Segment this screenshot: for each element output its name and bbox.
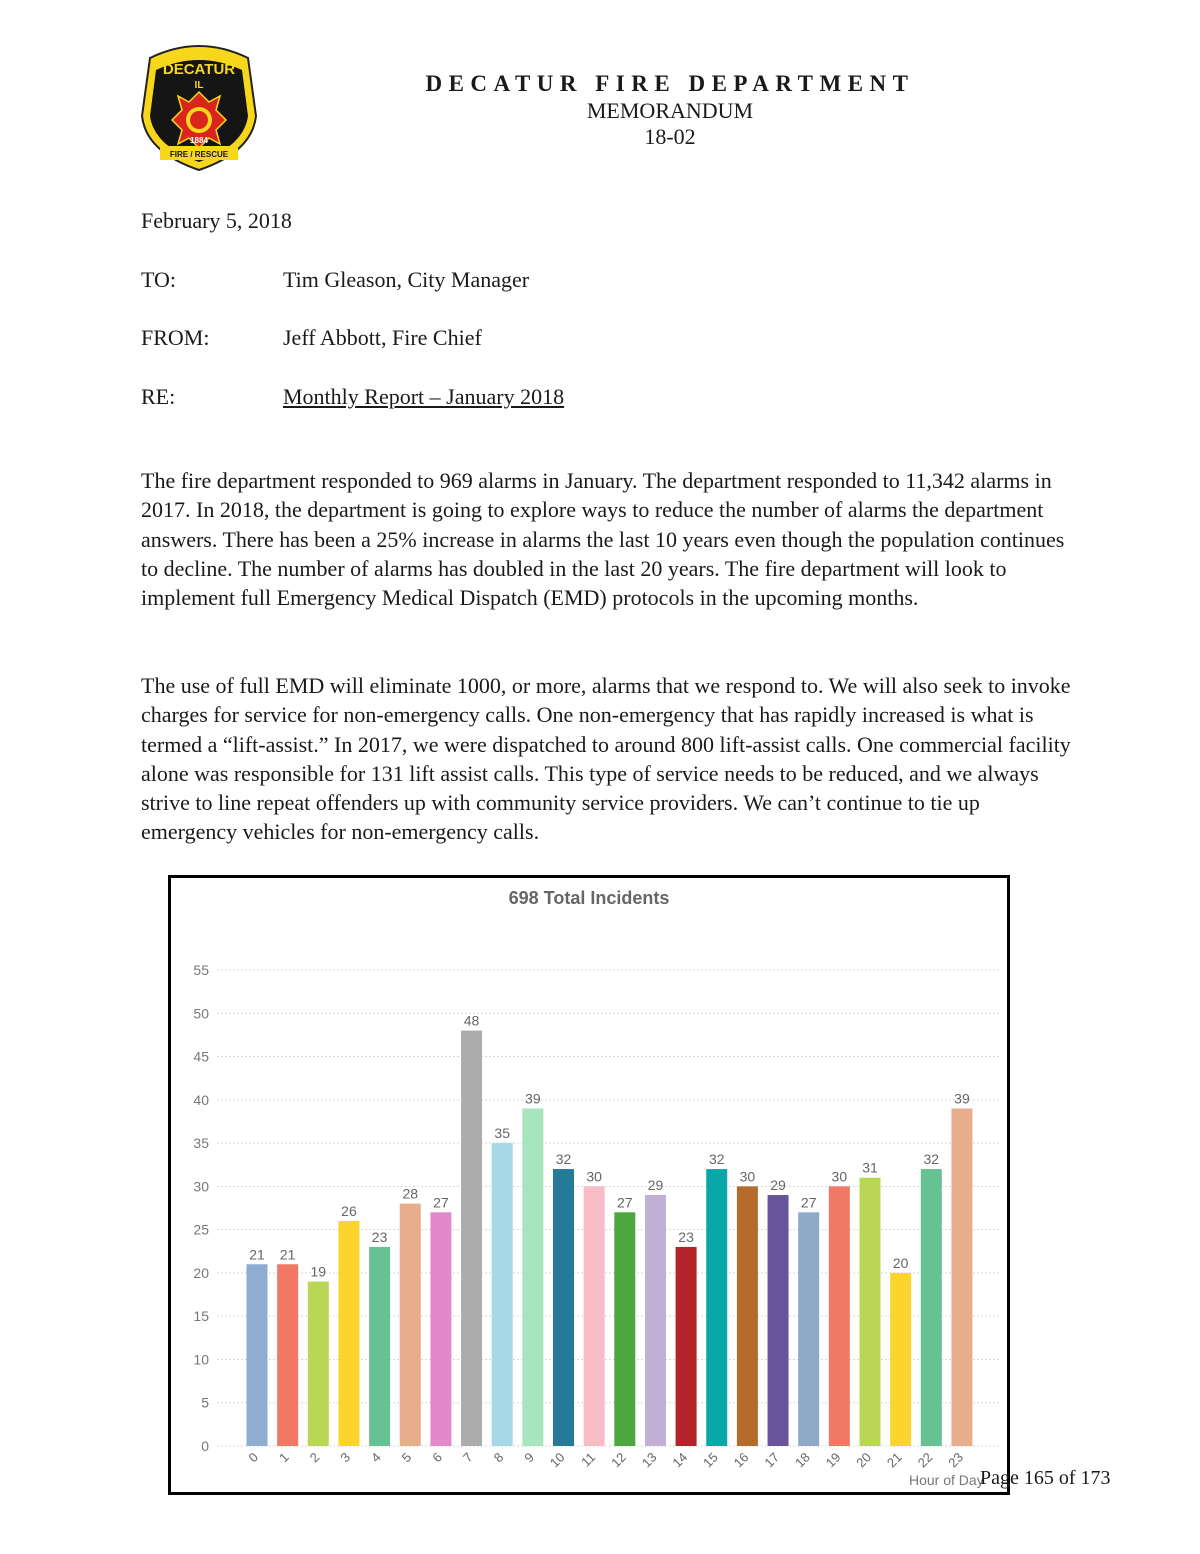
data-label: 31 (862, 1159, 878, 1176)
document-number: 18-02 (644, 124, 696, 149)
to-label: TO: (141, 267, 177, 292)
y-tick-label: 45 (193, 1048, 209, 1065)
x-tick-label: 18 (791, 1449, 813, 1471)
bar (614, 1212, 635, 1446)
data-label: 39 (954, 1090, 970, 1107)
y-tick-label: 50 (193, 1005, 209, 1022)
bar (829, 1186, 850, 1446)
bar (553, 1169, 574, 1446)
data-label: 21 (279, 1246, 296, 1263)
logo-text-state: IL (194, 80, 204, 91)
x-tick-label: 22 (914, 1449, 936, 1471)
data-label: 39 (525, 1090, 541, 1107)
bar-chart-svg (171, 878, 1007, 1492)
bar (400, 1204, 421, 1446)
body-paragraph-2: The use of full EMD will eliminate 1000, or more, alarms that we respond to. We will also seek to invoke charges for service for non-emergency calls. One non-emergency that has rapidly increased is what is termed a “lift-assist.” In 2017, we were dispatched to around 800 lift-assist calls. One commercial facility alone was responsible for 131 lift assist calls. This type of service needs to be reduced, and we always strive to line repeat offenders up with community service providers. We can’t continue to tie up emergency vehicles for non-emergency calls. (141, 673, 1071, 845)
data-label: 30 (739, 1168, 756, 1185)
document-type: MEMORANDUM (586, 98, 754, 123)
data-label: 32 (923, 1151, 940, 1168)
x-tick-label: 16 (730, 1449, 752, 1471)
bar (430, 1212, 451, 1446)
department-name: DECATUR FIRE DEPARTMENT (425, 71, 915, 96)
x-tick-label: 3 (337, 1449, 354, 1466)
x-tick-label: 19 (822, 1449, 844, 1471)
data-label: 26 (341, 1202, 357, 1219)
bar (951, 1108, 972, 1446)
data-label: 35 (494, 1125, 510, 1142)
y-tick-label: 55 (193, 962, 209, 978)
x-tick-label: 17 (761, 1449, 783, 1471)
logo-text-top: DECATUR (162, 61, 236, 78)
data-label: 48 (463, 1012, 480, 1029)
x-tick-label: 23 (945, 1449, 967, 1471)
data-label: 29 (770, 1177, 786, 1194)
bar (338, 1221, 359, 1446)
bar (798, 1212, 819, 1446)
bar (706, 1169, 727, 1446)
x-tick-label: 10 (546, 1449, 568, 1471)
y-tick-label: 25 (193, 1221, 209, 1238)
y-tick-label: 20 (193, 1264, 209, 1281)
body-paragraph-1: The fire department responded to 969 alarms in January. The department responded to 11,342 alarms in 2017. In 2018, the department is going to explore ways to reduce the number of alarms the department answers. There has been a 25% increase in alarms the last 10 years even though the population continues to decline. The number of alarms has doubled in the last 20 years. The fire department will look to implement full Emergency Medical Dispatch (EMD) protocols in the upcoming months. (141, 468, 1065, 611)
re-value: Monthly Report – January 2018 (283, 384, 565, 409)
bar (737, 1186, 758, 1446)
x-tick-label: 2 (306, 1449, 323, 1466)
x-tick-label: 0 (245, 1449, 262, 1466)
data-label: 28 (402, 1185, 419, 1202)
data-label: 27 (800, 1194, 817, 1211)
data-label: 21 (249, 1246, 265, 1263)
bar (921, 1169, 942, 1446)
to-value: Tim Gleason, City Manager (283, 267, 530, 292)
bar (522, 1108, 543, 1446)
data-label: 30 (586, 1168, 602, 1185)
data-label: 23 (678, 1228, 694, 1245)
x-tick-label: 1 (276, 1449, 292, 1466)
memo-date: February 5, 2018 (141, 208, 292, 233)
from-label: FROM: (141, 325, 210, 350)
bar (247, 1264, 268, 1446)
data-label: 23 (371, 1228, 388, 1245)
x-tick-label: 14 (669, 1449, 691, 1471)
y-tick-label: 0 (201, 1438, 209, 1454)
data-label: 30 (831, 1168, 848, 1185)
chart-title: 698 Total Incidents (508, 888, 670, 908)
data-label: 29 (647, 1177, 664, 1194)
bar (890, 1273, 911, 1446)
x-tick-label: 20 (853, 1449, 875, 1471)
chart-x-axis-label: Hour of Day (909, 1472, 984, 1488)
re-label: RE: (141, 384, 176, 409)
data-label: 19 (310, 1263, 327, 1280)
y-tick-label: 5 (201, 1394, 209, 1411)
logo-year: 1884 (190, 136, 208, 145)
y-tick-label: 30 (193, 1178, 209, 1195)
bar (676, 1247, 697, 1446)
incidents-by-hour-chart (168, 875, 1010, 1495)
y-tick-label: 35 (193, 1135, 209, 1152)
fire-department-logo (136, 40, 262, 172)
bar (768, 1195, 789, 1446)
data-label: 20 (892, 1254, 909, 1271)
y-tick-label: 15 (193, 1308, 209, 1325)
from-value: Jeff Abbott, Fire Chief (283, 325, 482, 350)
x-tick-label: 6 (429, 1449, 446, 1466)
x-tick-label: 9 (521, 1449, 537, 1466)
bar (584, 1186, 605, 1446)
x-tick-label: 8 (490, 1449, 507, 1466)
x-tick-label: 5 (398, 1449, 415, 1466)
x-tick-label: 12 (608, 1449, 629, 1471)
data-label: 32 (708, 1151, 725, 1168)
x-tick-label: 21 (883, 1449, 905, 1471)
data-label: 27 (433, 1194, 449, 1211)
bar (461, 1031, 482, 1446)
data-label: 27 (617, 1194, 633, 1211)
x-tick-label: 7 (459, 1449, 476, 1466)
x-tick-label: 4 (367, 1449, 384, 1466)
x-tick-label: 15 (700, 1449, 721, 1471)
bar (369, 1247, 390, 1446)
x-tick-label: 11 (578, 1449, 599, 1470)
data-label: 32 (555, 1151, 572, 1168)
bar (277, 1264, 298, 1446)
bar (492, 1143, 513, 1446)
memo-header (360, 70, 980, 150)
y-tick-label: 10 (193, 1351, 209, 1368)
bar (308, 1282, 329, 1446)
x-tick-label: 13 (638, 1449, 660, 1471)
bar (645, 1195, 666, 1446)
logo-text-bottom: FIRE / RESCUE (169, 150, 229, 159)
bar (860, 1178, 881, 1446)
page-number: Page 165 of 173 (980, 1467, 1111, 1489)
y-tick-label: 40 (193, 1091, 209, 1108)
